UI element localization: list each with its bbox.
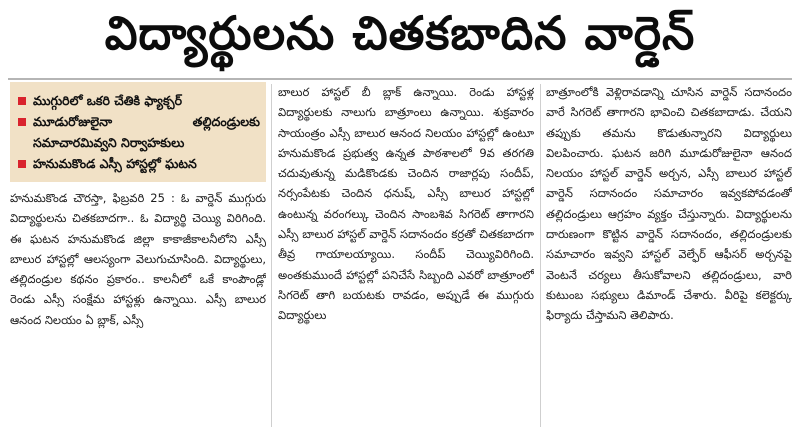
highlight-text: మూడురోజులైనా తల్లిదండ్రులకు సమాచారమివ్వని నిర్వాహకులు: [33, 114, 260, 150]
headline-rule: [8, 78, 792, 80]
highlights-box: [10, 82, 266, 182]
headline: విద్యార్థులను చితకబాదిన వార్డెన్: [104, 6, 696, 60]
article-text-column-2: బాలుర హాస్టల్ బీ బ్లాక్ ఉన్నాయి. రెండు హాస్టళ్ల విద్యార్థులకు నాలుగు బాత్రూంలు ఉన్నాయి. శుక్రవారం సాయంత్రం ఎస్సీ బాలుర ఆనంద నిలయం హాస్టల్లో ఉంటూ హనుమకొండ ప్రభుత్వ ఉన్నత పాఠశాలలో 9వ తరగతి చదువుతున్న మడికొండకు చెందిన రాజార్లపు సందీప్, నర్సంపేటకు చెందిన ధనుష్, ఎస్సీ బాలుర హాస్టల్లో ఉంటున్న వరంగల్కు చెందిన సాంబశివ సిగరెట్ తాగారని ఎస్సీ బాలుర హాస్టల్ వార్డెన్ సదానందం కర్రతో చితకబాదగా తీవ్ర గాయాలయ్యాయి. సందీప్ చెయ్యివిరిగింది. అంతకుముందే హాస్టల్లో పనిచేసే సిబ్బంది ఎవరో బాత్రూంలో సిగరెట్ తాగి బయటకు రావడం, అప్పుడే ఈ ముగ్గురు విద్యార్థులు: [278, 85, 534, 323]
bullet-square-icon: [18, 97, 26, 105]
column-2: [278, 82, 534, 429]
highlight-item: [18, 111, 260, 153]
highlight-text: హనుమకొండ ఎస్సీ హాస్టల్లో ఘటన: [33, 156, 197, 171]
column-divider-2: [540, 84, 541, 427]
bullet-square-icon: [18, 160, 26, 168]
column-1: [10, 82, 266, 429]
highlight-item: [18, 90, 260, 111]
highlight-text: ముగ్గురిలో ఒకరి చేతికి ఫ్యాక్చర్: [33, 93, 182, 108]
article-text-column-3: బాత్రూంలోకి వెళ్లిరావడాన్ని చూసిన వార్డెన్ సదానందం వారే సిగరెట్ తాగారని భావించి చితకబాదాడు. చేయని తప్పుకు తమను కొడుతున్నారని విద్యార్థులు విలపించారు. ఘటన జరిగి మూడురోజులైనా ఆనంద నిలయం హాస్టల్ వార్డెన్ అర్చన, ఎస్సీ బాలుర హాస్టల్ వార్డెన్ సదానందం సమాచారం ఇవ్వకపోవడంతో తల్లిదండ్రులు ఆగ్రహం వ్యక్తం చేస్తున్నారు. విద్యార్థులను దారుణంగా కొట్టిన వార్డెన్ సదానందం, తల్లిదండ్రులకు సమాచారం ఇవ్వని హాస్టల్ వెల్ఫేర్ ఆఫీసర్ అర్చనపై వెంటనే చర్యలు తీసుకోవాలని తల్లిదండ్రులు, వారి కుటుంబ సభ్యులు డిమాండ్ చేశారు. వీరిపై కలెక్టర్కు ఫిర్యాదు చేస్తామని తెలిపారు.: [546, 85, 792, 323]
column-divider-1: [271, 84, 272, 427]
article-text-column-1: హనుమకొండ చౌరస్తా, ఫిబ్రవరి 25 : ఓ వార్డెన్ ముగ్గురు విద్యార్థులను చితకబాదగా.. ఓ విద్యార్థి చెయ్యి విరిగింది. ఈ ఘటన హనుమకొండ జిల్లా కాకాజీకాలనీలోని ఎస్సీ బాలుర హాస్టల్లో ఆలస్యంగా వెలుగుచూసింది. విద్యార్థులు, తల్లిదండ్రుల కథనం ప్రకారం.. కాలనీలో ఒకే కాంపౌండ్లో రెండు ఎస్సీ సంక్షేమ హాస్టళ్లు ఉన్నాయి. ఎస్సీ బాలుర ఆనంద నిలయం ఏ బ్లాక్, ఎస్సీ: [10, 191, 266, 327]
highlight-item: [18, 153, 260, 174]
bullet-square-icon: [18, 118, 26, 126]
column-3: [546, 82, 792, 429]
